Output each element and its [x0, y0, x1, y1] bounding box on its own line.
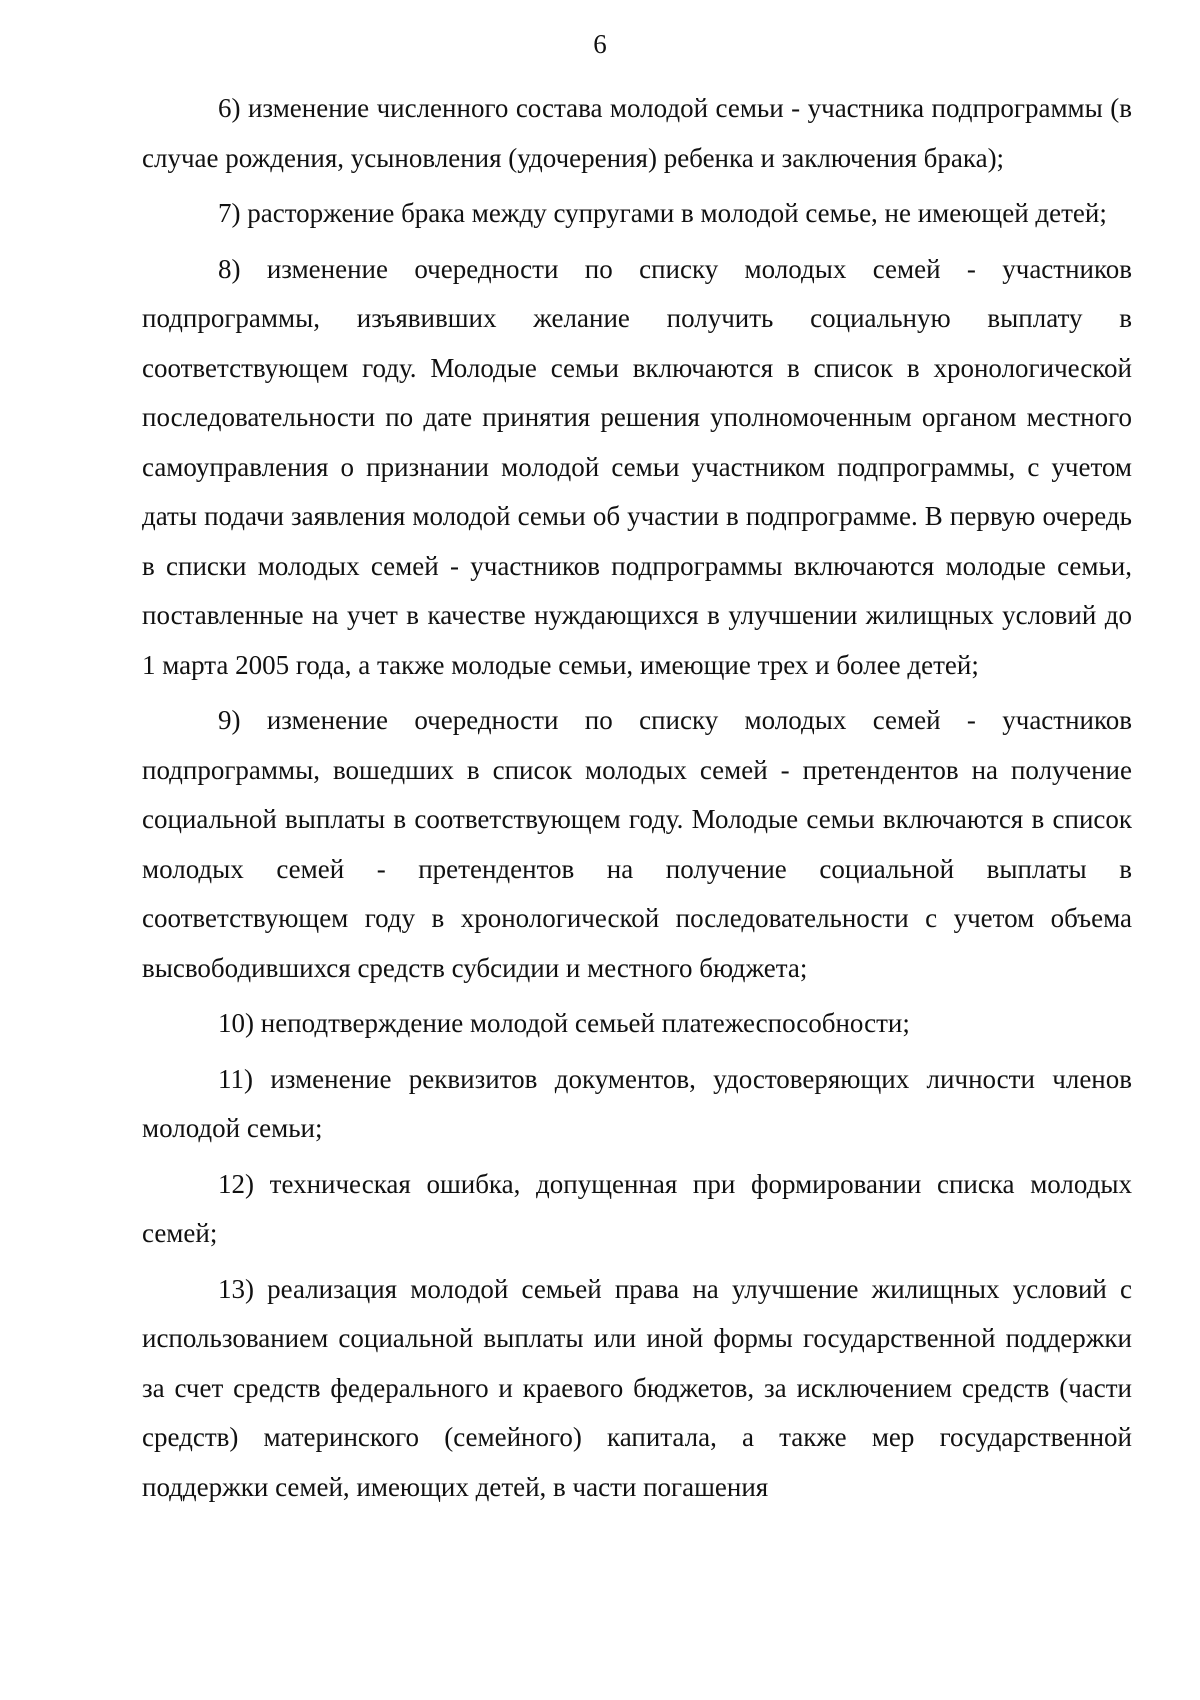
page-number: 6: [593, 29, 607, 59]
list-item-8: 8) изменение очередности по списку молодых семей - участников подпрограммы, изъявивших желание получить социальную выплату в соответствующем году. Молодые семьи включаются в список в хронологической последовательности по дате принятия решения уполномоченным органом местного самоуправления о признании молодой семьи участником подпрограммы, с учетом даты подачи заявления молодой семьи об участии в подпрограмме. В первую очередь в списки молодых семей - участников подпрограммы включаются молодые семьи, поставленные на учет в качестве нуждающихся в улучшении жилищных условий до 1 марта 2005 года, а также молодые семьи, имеющие трех и более детей;: [142, 253, 1132, 680]
list-item-12: 12) техническая ошибка, допущенная при формировании списка молодых семей;: [142, 1168, 1132, 1248]
document-body: [142, 84, 1132, 1518]
list-item-6: 6) изменение численного состава молодой семьи - участника подпрограммы (в случае рождения, усыновления (удочерения) ребенка и заключения брака);: [142, 93, 1132, 173]
list-item-10: 10) неподтверждение молодой семьей платежеспособности;: [218, 1008, 910, 1038]
list-item-11: 11) изменение реквизитов документов, удостоверяющих личности членов молодой семьи;: [142, 1063, 1132, 1143]
list-item-9: 9) изменение очередности по списку молодых семей - участников подпрограммы, вошедших в список молодых семей - претендентов на получение социальной выплаты в соответствующем году. Молодые семьи включаются в список молодых семей - претендентов на получение социальной выплаты в соответствующем году в хронологической последовательности с учетом объема высвободившихся средств субсидии и местного бюджета;: [142, 705, 1132, 983]
list-item-7: 7) расторжение брака между супругами в молодой семье, не имеющей детей;: [218, 198, 1107, 228]
list-item-13: 13) реализация молодой семьей права на улучшение жилищных условий с использованием социальной выплаты или иной формы государственной поддержки за счет средств федерального и краевого бюджетов, за исключением средств (части средств) материнского (семейного) капитала, а также мер государственной поддержки семей, имеющих детей, в части погашения: [142, 1273, 1132, 1502]
